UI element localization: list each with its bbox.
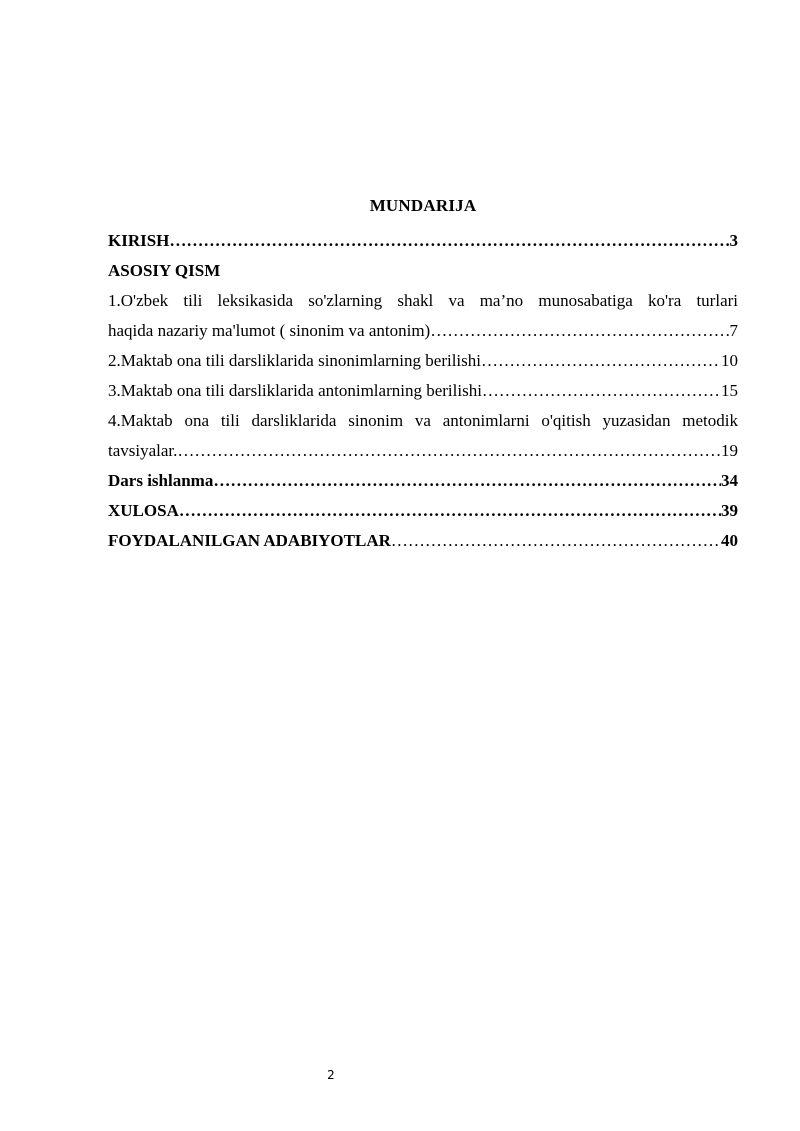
- toc-entry-label: Dars ishlanma: [108, 471, 214, 490]
- page-title: MUNDARIJA: [369, 196, 477, 215]
- toc-entry-1[interactable]: [108, 286, 738, 346]
- toc-leader-dots: [177, 436, 721, 466]
- toc-entry-label: FOYDALANILGAN ADABIYOTLAR: [108, 531, 391, 550]
- toc-leader-dots: [213, 466, 721, 496]
- toc-entry-xulosa[interactable]: [108, 496, 738, 526]
- toc-entry-label: XULOSA: [108, 501, 179, 520]
- toc-entry-label: KIRISH: [108, 231, 170, 250]
- toc-leader-dots: [481, 346, 721, 376]
- toc-entry-3[interactable]: [108, 376, 738, 406]
- toc-entry-label-line1: 4.Maktab ona tili darsliklarida sinonim va antonimlarni o'qitish yuzasidan metodik: [108, 411, 738, 430]
- toc-entry-4[interactable]: [108, 406, 738, 466]
- toc-leader-dots: [391, 526, 721, 556]
- toc-entry-label-line2: tavsiyalar.: [108, 441, 178, 460]
- toc-entry-page: 40: [721, 531, 738, 550]
- toc-entry-label-line2: haqida nazariy ma'lumot ( sinonim va antonim): [108, 321, 431, 340]
- toc-entry-dars-ishlanma[interactable]: [108, 466, 738, 496]
- toc-entry-2[interactable]: [108, 346, 738, 376]
- toc-entry-page: 19: [721, 441, 738, 460]
- toc-entry-page: 15: [721, 381, 738, 400]
- toc-leader-dots: [430, 316, 729, 346]
- toc-entry-page: 10: [721, 351, 738, 370]
- table-of-contents: [108, 226, 738, 556]
- toc-entry-label-line1: 1.O'zbek tili leksikasida so'zlarning shakl va ma’no munosabatiga ko'ra turlari: [108, 291, 738, 310]
- toc-entry-page: 7: [729, 321, 738, 340]
- toc-entry-page: 3: [729, 231, 738, 250]
- toc-leader-dots: [179, 496, 721, 526]
- toc-leader-dots: [169, 226, 729, 256]
- toc-entry-page: 39: [721, 501, 738, 520]
- toc-entry-page: 34: [721, 471, 738, 490]
- toc-entry-label: 3.Maktab ona tili darsliklarida antonimlarning berilishi: [108, 381, 482, 400]
- toc-entry-adabiyotlar[interactable]: [108, 526, 738, 556]
- toc-entry-kirish[interactable]: [108, 226, 738, 256]
- toc-section-heading: ASOSIY QISM: [108, 261, 221, 280]
- toc-entry-label: 2.Maktab ona tili darsliklarida sinonimlarning berilishi: [108, 351, 481, 370]
- toc-leader-dots: [482, 376, 721, 406]
- page-number: 2: [327, 1068, 335, 1082]
